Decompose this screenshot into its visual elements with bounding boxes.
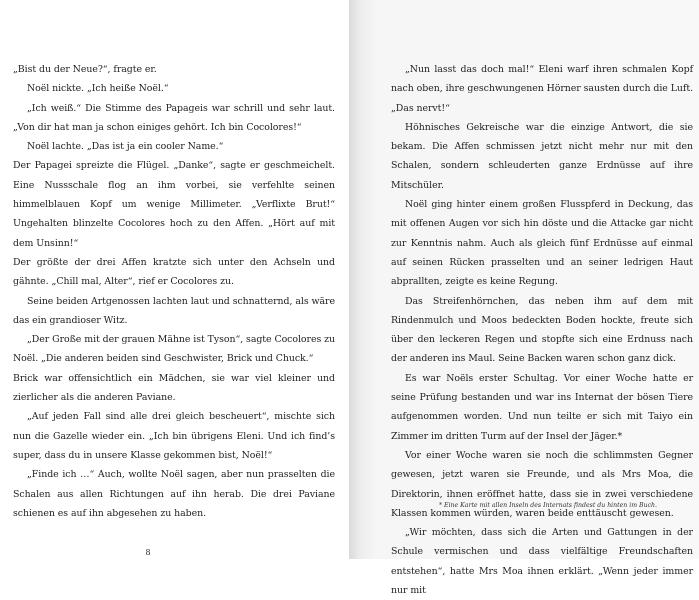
page-number: 8 bbox=[145, 548, 151, 557]
paragraph: Noël lachte. „Das ist ja ein cooler Name.“ bbox=[27, 141, 224, 153]
paragraph: Höhnisches Gekreische war die einzige Antwort, die sie bekam. Die Affen schmissen jetzt nicht mehr nur mit den Schalen, sondern schleuderten ganze Erdnüsse auf ihre Mitschüler. bbox=[391, 121, 693, 191]
left-page-text bbox=[13, 60, 335, 523]
paragraph: „Bist du der Neue?“, fragte er. bbox=[13, 64, 157, 75]
paragraph: „Wir möchten, dass sich die Arten und Gattungen in der Schule vermischen und dass vielfältige Freundschaften entstehen“, hatte Mrs Moa ihnen erklärt. „Wenn jeder immer nur mit bbox=[391, 527, 693, 597]
paragraph: Vor einer Woche waren sie noch die schlimmsten Gegner gewesen, jetzt waren sie Freunde, und als Mrs Moa, die Direktorin, ihnen eröffnet hatte, dass sie in zwei verschiedene Klassen kommen würden, waren beide enttäuscht gewesen. bbox=[391, 449, 693, 519]
paragraph: „Finde ich …“ Auch, wollte Noël sagen, aber nun prasselten die Schalen aus allen Richtungen auf ihn herab. Die drei Paviane schienen es auf ihn abgesehen zu haben. bbox=[13, 469, 335, 519]
paragraph: „Der Große mit der grauen Mähne ist Tyson“, sagte Cocolores zu Noël. „Die anderen beiden sind Geschwister, Brick und Chuck.“ bbox=[13, 334, 336, 365]
paragraph: Seine beiden Artgenossen lachten laut und schnatternd, als wäre das ein grandioser Witz. bbox=[13, 295, 335, 326]
left-page bbox=[0, 0, 349, 559]
paragraph: „Auf jeden Fall sind alle drei gleich bescheuert“, mischte sich nun die Gazelle wieder ein. „Ich bin übrigens Eleni. Und ich find’s super, dass du in unsere Klasse gekommen bist, Noël!“ bbox=[13, 411, 335, 461]
paragraph: Brick war offensichtlich ein Mädchen, sie war viel kleiner und zierlicher als die anderen Paviane. bbox=[13, 372, 335, 404]
right-page bbox=[349, 0, 699, 597]
paragraph: „Ich weiß.“ Die Stimme des Papageis war schrill und sehr laut. „Von dir hat man ja schon einiges gehört. Ich bin Cocolores!“ bbox=[13, 102, 335, 133]
paragraph: Der größte der drei Affen kratzte sich unter den Achseln und gähnte. „Chill mal, Alter“, rief er Cocolores zu. bbox=[13, 256, 335, 288]
paragraph: Noël nickte. „Ich heiße Noël.“ bbox=[27, 83, 169, 95]
paragraph: „Nun lasst das doch mal!“ Eleni warf ihren schmalen Kopf nach oben, ihre geschwungenen Hörner sausten durch die Luft. „Das nervt!“ bbox=[391, 64, 693, 114]
paragraph: Das Streifenhörnchen, das neben ihm auf dem mit Rindenmulch und Moos bedeckten Boden hockte, freute sich über den leckeren Regen und stopfte sich eine Erdnuss nach der anderen ins Maul. Seine Backen waren schon ganz dick. bbox=[391, 295, 693, 365]
paragraph: Der Papagei spreizte die Flügel. „Danke“, sagte er geschmeichelt. Eine Nussschale flog an ihm vorbei, sie verfehlte seinen himmelblauen Kopf um wenige Millimeter. „Verflixte Brut!“ Ungehalten blinzelte Cocolores hoch zu den Affen. „Hört auf mit dem Unsinn!“ bbox=[13, 160, 335, 249]
paragraph: Noël ging hinter einem großen Flusspferd in Deckung, das mit offenen Augen vor sich hin döste und die Attacke gar nicht zur Kenntnis nahm. Auch als gleich fünf Erdnüsse auf einmal auf seinen Rücken prasselten und an seiner ledrigen Haut abprallten, zeigte es keine Regung. bbox=[391, 199, 693, 288]
right-page-text bbox=[391, 60, 693, 600]
paragraph: Es war Noëls erster Schultag. Vor einer Woche hatte er seine Prüfung bestanden und war ins Internat der bösen Tiere aufgenommen worden. Und nun teilte er sich mit Taiyo ein Zimmer im dritten Turm auf der Insel der Jäger.* bbox=[391, 372, 693, 442]
footnote: * Eine Karte mit allen Inseln des Internats findest du hinten im Buch. bbox=[439, 502, 658, 509]
